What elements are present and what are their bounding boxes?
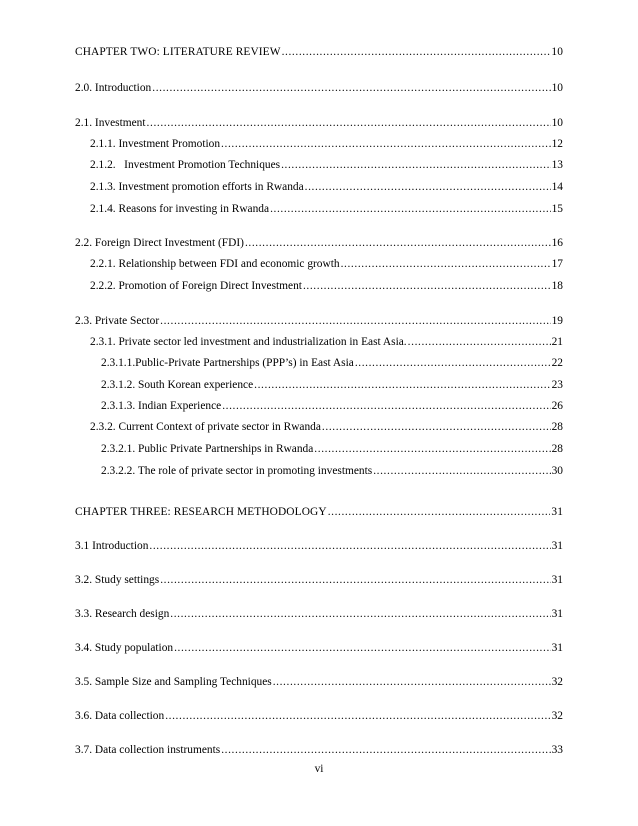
dot-leader [305, 179, 551, 195]
toc-page-number: 23 [551, 379, 563, 391]
toc-entry-title: 2.1. Investment [75, 117, 146, 129]
dot-leader [221, 136, 551, 152]
toc-page-number: 10 [551, 82, 563, 94]
dot-leader [149, 538, 550, 554]
toc-entry-2-1-2[interactable] [90, 157, 563, 173]
toc-entry-title: 2.3.2. Current Context of private sector in Rwanda [90, 421, 321, 433]
toc-entry-title: 2.3. Private Sector [75, 315, 160, 327]
toc-page-number: 12 [551, 138, 563, 150]
dot-leader [165, 708, 550, 724]
toc-entry-2-3-1-1[interactable] [101, 355, 563, 371]
toc-page-number: 26 [551, 400, 563, 412]
toc-entry-3-2[interactable] [75, 572, 563, 588]
toc-entry-chapter-two[interactable] [75, 44, 563, 60]
toc-page-number: 16 [551, 237, 563, 249]
dot-leader [355, 355, 551, 371]
toc-entry-2-3[interactable] [75, 313, 563, 329]
toc-entry-title: 2.3.1.1.Public-Private Partnerships (PPP’s) in East Asia [101, 357, 354, 369]
dot-leader [303, 278, 551, 294]
toc-entry-title: CHAPTER THREE: RESEARCH METHODOLOGY [75, 506, 327, 518]
toc-entry-2-1-3[interactable] [90, 179, 563, 195]
toc-entry-3-7[interactable] [75, 742, 563, 758]
toc-entry-title: 2.2.2. Promotion of Foreign Direct Investment [90, 280, 302, 292]
toc-entry-title: 2.3.2.1. Public Private Partnerships in Rwanda [101, 443, 314, 455]
toc-entry-3-6[interactable] [75, 708, 563, 724]
toc-page-number: 31 [551, 608, 563, 620]
toc-entry-title: 3.1 Introduction [75, 540, 149, 552]
toc-entry-title: 2.1.4. Reasons for investing in Rwanda [90, 203, 270, 215]
toc-entry-2-1-1[interactable] [90, 136, 563, 152]
toc-entry-2-3-2-2[interactable] [101, 463, 563, 479]
toc-page-number: 10 [551, 117, 563, 129]
toc-page-number: 32 [551, 710, 563, 722]
toc-page-number: 14 [551, 181, 563, 193]
dot-leader [322, 419, 551, 435]
toc-page-number: 31 [551, 642, 563, 654]
toc-entry-2-1[interactable] [75, 115, 563, 131]
toc-page-number: 31 [551, 540, 563, 552]
toc-page-number: 17 [551, 258, 563, 270]
toc-entry-title: 2.3.1.2. South Korean experience [101, 379, 254, 391]
toc-entry-3-3[interactable] [75, 606, 563, 622]
dot-leader [341, 256, 551, 272]
toc-entry-title: 2.3.2.2. The role of private sector in promoting investments [101, 465, 373, 477]
dot-leader [273, 674, 551, 690]
toc-entry-2-2-1[interactable] [90, 256, 563, 272]
dot-leader [254, 377, 550, 393]
toc-entry-3-4[interactable] [75, 640, 563, 656]
toc-entry-title: 3.3. Research design [75, 608, 170, 620]
toc-entry-3-1[interactable] [75, 538, 563, 554]
toc-entry-title: 2.1.3. Investment promotion efforts in Rwanda [90, 181, 304, 193]
toc-page-number: 10 [551, 46, 563, 58]
toc-page-number: 19 [551, 315, 563, 327]
toc-entry-2-3-2-1[interactable] [101, 441, 563, 457]
dot-leader [152, 80, 550, 96]
dot-leader [170, 606, 550, 622]
toc-entry-title: 3.4. Study population [75, 642, 174, 654]
toc-entry-title: 2.2.1. Relationship between FDI and economic growth [90, 258, 340, 270]
toc-entry-title: 2.3.1.3. Indian Experience [101, 400, 222, 412]
toc-entry-2-3-1[interactable] [90, 334, 563, 350]
toc-entry-title: 2.1.1. Investment Promotion [90, 138, 221, 150]
toc-page-number: 21 [551, 336, 563, 348]
dot-leader [270, 201, 551, 217]
toc-page-number: 28 [551, 443, 563, 455]
toc-entry-title: 3.7. Data collection instruments [75, 744, 221, 756]
dot-leader [160, 572, 550, 588]
dot-leader [314, 441, 550, 457]
toc-entry-2-3-1-3[interactable] [101, 398, 563, 414]
toc-entry-title: 3.6. Data collection [75, 710, 165, 722]
toc-page-number: 31 [551, 506, 563, 518]
dot-leader [174, 640, 551, 656]
dot-leader [408, 334, 551, 350]
toc-entry-title: 2.3.1. Private sector led investment and industrialization in East Asia. [90, 336, 407, 348]
toc-page-number: 22 [551, 357, 563, 369]
dot-leader [147, 115, 551, 131]
toc-entry-2-3-2[interactable] [90, 419, 563, 435]
toc-entry-2-2-2[interactable] [90, 278, 563, 294]
toc-page-number: 30 [551, 465, 563, 477]
dot-leader [328, 504, 551, 520]
toc-entry-title: 2.0. Introduction [75, 82, 152, 94]
toc-entry-title: 3.2. Study settings [75, 574, 160, 586]
toc-page-number: 28 [551, 421, 563, 433]
dot-leader [222, 398, 550, 414]
toc-page-number: 13 [551, 159, 563, 171]
toc-entry-title: CHAPTER TWO: LITERATURE REVIEW [75, 46, 281, 58]
toc-entry-2-1-4[interactable] [90, 201, 563, 217]
dot-leader [282, 44, 551, 60]
toc-page-number: 18 [551, 280, 563, 292]
toc-entry-2-2[interactable] [75, 235, 563, 251]
dot-leader [373, 463, 550, 479]
toc-page-number: 32 [551, 676, 563, 688]
toc-entry-3-5[interactable] [75, 674, 563, 690]
toc-page-number: 15 [551, 203, 563, 215]
toc-page-number: 33 [551, 744, 563, 756]
dot-leader [221, 742, 550, 758]
toc-entry-title: 2.2. Foreign Direct Investment (FDI) [75, 237, 244, 249]
toc-entry-title: 3.5. Sample Size and Sampling Techniques [75, 676, 272, 688]
toc-entry-2-3-1-2[interactable] [101, 377, 563, 393]
dot-leader [245, 235, 551, 251]
toc-entry-title: 2.1.2. Investment Promotion Techniques [90, 159, 281, 171]
toc-entry-2-0[interactable] [75, 80, 563, 96]
dot-leader [281, 157, 551, 173]
toc-page-number: 31 [551, 574, 563, 586]
toc-entry-chapter-three[interactable] [75, 504, 563, 520]
dot-leader [160, 313, 550, 329]
page-number-footer: vi [314, 763, 324, 775]
